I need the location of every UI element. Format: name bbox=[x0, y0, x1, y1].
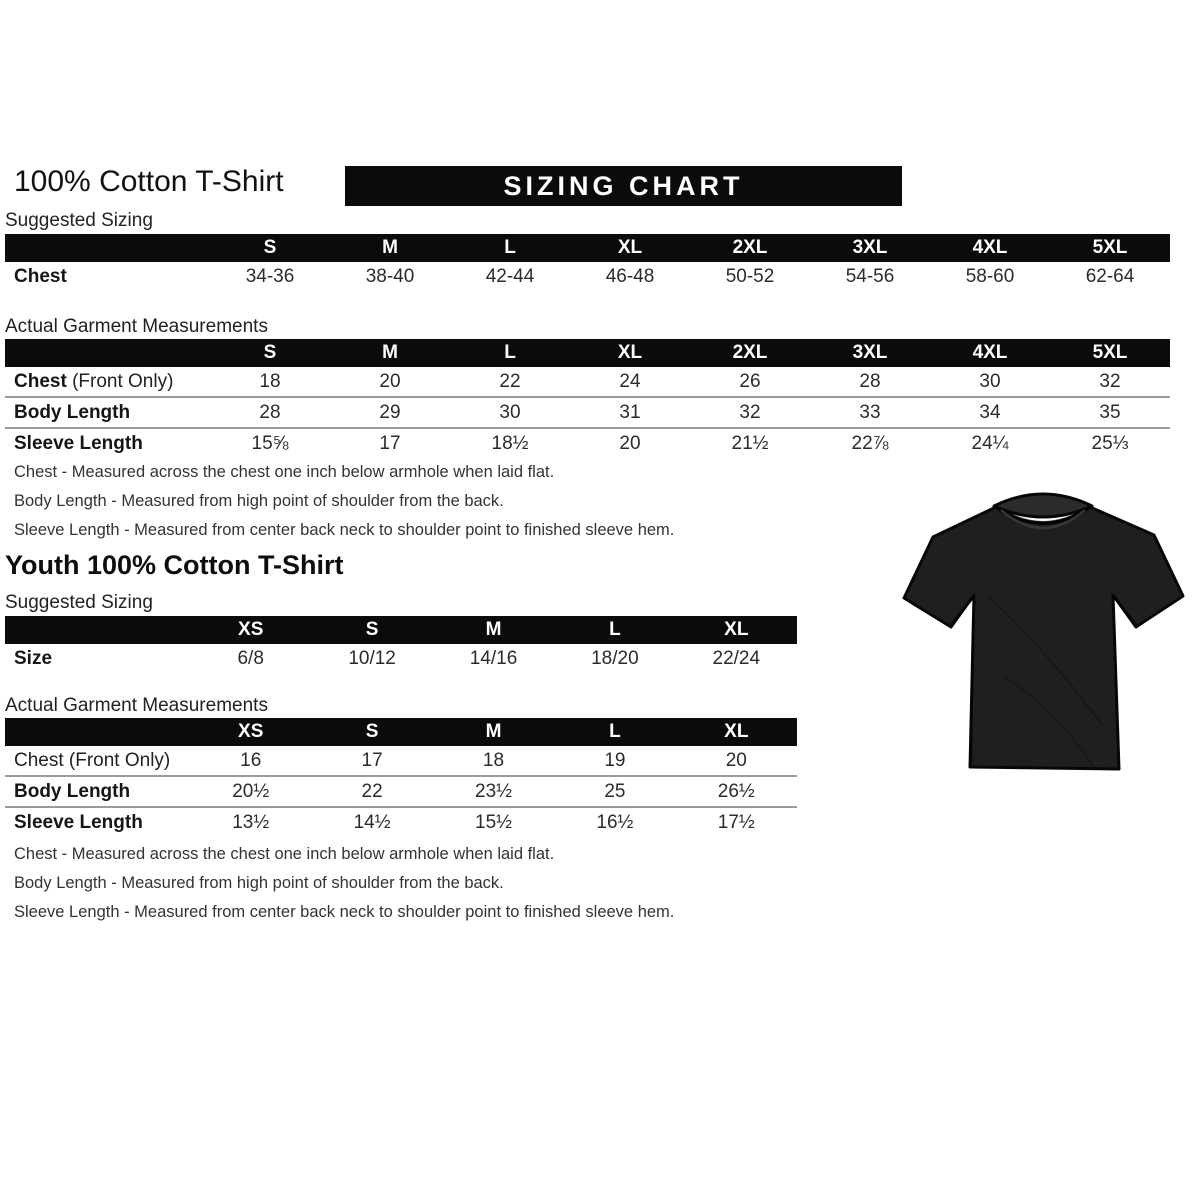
measurement-cell: 16 bbox=[240, 749, 262, 771]
measurement-cell: 25 bbox=[604, 780, 626, 802]
size-header-cell: XL bbox=[724, 721, 749, 742]
measurement-cell: 15⅝ bbox=[251, 432, 289, 454]
size-header-cell: 3XL bbox=[852, 237, 888, 258]
measurement-cell: 15½ bbox=[475, 811, 512, 833]
youth-size-row bbox=[5, 644, 797, 673]
measurement-cell: 28 bbox=[859, 370, 881, 392]
youth-sleeve-length-row bbox=[5, 808, 797, 837]
youth-actual-header-row bbox=[5, 718, 797, 746]
size-header-cell: XL bbox=[617, 237, 643, 258]
row-label: Chest bbox=[14, 265, 67, 287]
measurement-cell: 21½ bbox=[731, 432, 769, 454]
size-header-cell: 2XL bbox=[732, 342, 768, 363]
black-tshirt-image bbox=[893, 476, 1193, 806]
youth-suggested-sizing-table bbox=[5, 616, 797, 673]
measurement-cell: 14½ bbox=[353, 811, 391, 833]
size-header-cell: S bbox=[263, 237, 277, 258]
note-body-length: Body Length - Measured from high point of shoulder from the back. bbox=[14, 492, 504, 510]
adult-actual-measurements-table bbox=[5, 339, 1170, 458]
size-header-cell: L bbox=[609, 721, 621, 742]
measurement-cell: 31 bbox=[619, 401, 641, 423]
size-header-cell: XL bbox=[724, 619, 749, 640]
row-label: Body Length bbox=[14, 780, 131, 802]
size-header-cell: XS bbox=[238, 619, 264, 640]
measurement-cell: 16½ bbox=[596, 811, 634, 833]
measurement-cell: 17 bbox=[379, 432, 401, 454]
size-value-cell: 22/24 bbox=[712, 647, 761, 669]
measurement-cell: 32 bbox=[1099, 370, 1121, 392]
measurement-cell: 22⅞ bbox=[851, 432, 889, 454]
tshirt-icon bbox=[893, 476, 1193, 806]
size-value-cell: 6/8 bbox=[237, 647, 264, 669]
adult-sleeve-length-row bbox=[5, 429, 1170, 458]
row-label: Size bbox=[14, 647, 53, 669]
measurement-cell: 18½ bbox=[491, 432, 529, 454]
page-title: 100% Cotton T-Shirt bbox=[14, 165, 284, 198]
measurement-cell: 30 bbox=[499, 401, 521, 423]
adult-suggested-sizing-label: Suggested Sizing bbox=[5, 210, 153, 231]
note-sleeve-length: Sleeve Length - Measured from center back neck to shoulder point to finished sleeve hem. bbox=[14, 903, 675, 921]
note-chest: Chest - Measured across the chest one inch below armhole when laid flat. bbox=[14, 463, 555, 481]
measurement-cell: 20 bbox=[725, 749, 747, 771]
size-header-cell: L bbox=[609, 619, 621, 640]
adult-body-length-row bbox=[5, 398, 1170, 429]
sizing-chart-banner-text: SIZING CHART bbox=[503, 170, 744, 201]
row-label: Sleeve Length bbox=[14, 432, 143, 454]
adult-measurement-notes bbox=[14, 458, 674, 545]
measurement-cell: 13½ bbox=[232, 811, 270, 833]
note-chest: Chest - Measured across the chest one inch below armhole when laid flat. bbox=[14, 845, 555, 863]
size-header-cell: 5XL bbox=[1092, 342, 1128, 363]
youth-suggested-sizing-label: Suggested Sizing bbox=[5, 592, 153, 613]
measurement-cell: 26½ bbox=[717, 780, 755, 802]
measurement-cell: 32 bbox=[739, 401, 761, 423]
size-header-cell: S bbox=[263, 342, 277, 363]
youth-actual-measurements-table bbox=[5, 718, 797, 837]
size-header-cell: 4XL bbox=[972, 237, 1008, 258]
youth-measurement-notes bbox=[14, 840, 674, 927]
measurement-cell: 18 bbox=[259, 370, 281, 392]
youth-body-length-row bbox=[5, 777, 797, 808]
youth-actual-measurements-label: Actual Garment Measurements bbox=[5, 695, 268, 716]
measurement-cell: 24¼ bbox=[971, 432, 1009, 454]
adult-actual-measurements-label: Actual Garment Measurements bbox=[5, 316, 268, 337]
adult-actual-header-row bbox=[5, 339, 1170, 367]
note-sleeve-length: Sleeve Length - Measured from center back neck to shoulder point to finished sleeve hem. bbox=[14, 521, 675, 539]
row-label: Body Length bbox=[14, 401, 131, 423]
size-value-cell: 58-60 bbox=[965, 265, 1015, 287]
measurement-cell: 25⅓ bbox=[1091, 432, 1129, 454]
size-header-cell: S bbox=[365, 721, 379, 742]
row-label: Sleeve Length bbox=[14, 811, 143, 833]
size-header-cell: XL bbox=[617, 342, 643, 363]
size-value-cell: 46-48 bbox=[605, 265, 655, 287]
size-header-cell: 3XL bbox=[852, 342, 888, 363]
size-header-cell: L bbox=[504, 237, 516, 258]
size-header-cell: M bbox=[485, 721, 502, 742]
size-header-cell: 4XL bbox=[972, 342, 1008, 363]
sizing-chart-banner bbox=[345, 166, 902, 206]
measurement-cell: 17½ bbox=[717, 811, 755, 833]
row-label: Chest (Front Only) bbox=[14, 370, 174, 392]
measurement-cell: 28 bbox=[259, 401, 281, 423]
size-value-cell: 62-64 bbox=[1085, 265, 1135, 287]
adult-suggested-header-row bbox=[5, 234, 1170, 262]
measurement-cell: 20 bbox=[379, 370, 401, 392]
row-label: Chest (Front Only) bbox=[14, 749, 171, 771]
adult-suggested-sizing-table bbox=[5, 234, 1170, 291]
measurement-cell: 26 bbox=[739, 370, 761, 392]
size-value-cell: 34-36 bbox=[245, 265, 295, 287]
measurement-cell: 18 bbox=[482, 749, 505, 771]
measurement-cell: 17 bbox=[361, 749, 383, 771]
youth-chest-row bbox=[5, 746, 797, 777]
measurement-cell: 20 bbox=[619, 432, 641, 454]
size-value-cell: 10/12 bbox=[348, 647, 396, 669]
size-header-cell: M bbox=[485, 619, 502, 640]
size-header-cell: 5XL bbox=[1092, 237, 1128, 258]
size-header-cell: M bbox=[382, 237, 398, 258]
measurement-cell: 24 bbox=[619, 370, 641, 392]
size-header-cell: M bbox=[382, 342, 398, 363]
size-header-cell: XS bbox=[238, 721, 264, 742]
size-value-cell: 42-44 bbox=[485, 265, 535, 287]
measurement-cell: 22 bbox=[499, 370, 521, 392]
measurement-cell: 29 bbox=[379, 401, 401, 423]
size-value-cell: 18/20 bbox=[591, 647, 639, 669]
measurement-cell: 23½ bbox=[475, 780, 512, 802]
measurement-cell: 30 bbox=[979, 370, 1001, 392]
adult-chest-row bbox=[5, 367, 1170, 398]
measurement-cell: 19 bbox=[604, 749, 626, 771]
note-body-length: Body Length - Measured from high point of shoulder from the back. bbox=[14, 874, 504, 892]
youth-title: Youth 100% Cotton T-Shirt bbox=[5, 550, 344, 580]
measurement-cell: 20½ bbox=[232, 780, 270, 802]
size-header-cell: S bbox=[365, 619, 379, 640]
measurement-cell: 22 bbox=[361, 780, 383, 802]
measurement-cell: 33 bbox=[859, 401, 881, 423]
size-value-cell: 14/16 bbox=[469, 647, 518, 669]
measurement-cell: 34 bbox=[979, 401, 1001, 423]
size-value-cell: 50-52 bbox=[725, 265, 775, 287]
size-value-cell: 54-56 bbox=[845, 265, 895, 287]
size-value-cell: 38-40 bbox=[365, 265, 415, 287]
size-header-cell: L bbox=[504, 342, 516, 363]
youth-suggested-header-row bbox=[5, 616, 797, 644]
size-header-cell: 2XL bbox=[732, 237, 768, 258]
measurement-cell: 35 bbox=[1099, 401, 1121, 423]
adult-chest-range-row bbox=[5, 262, 1170, 291]
